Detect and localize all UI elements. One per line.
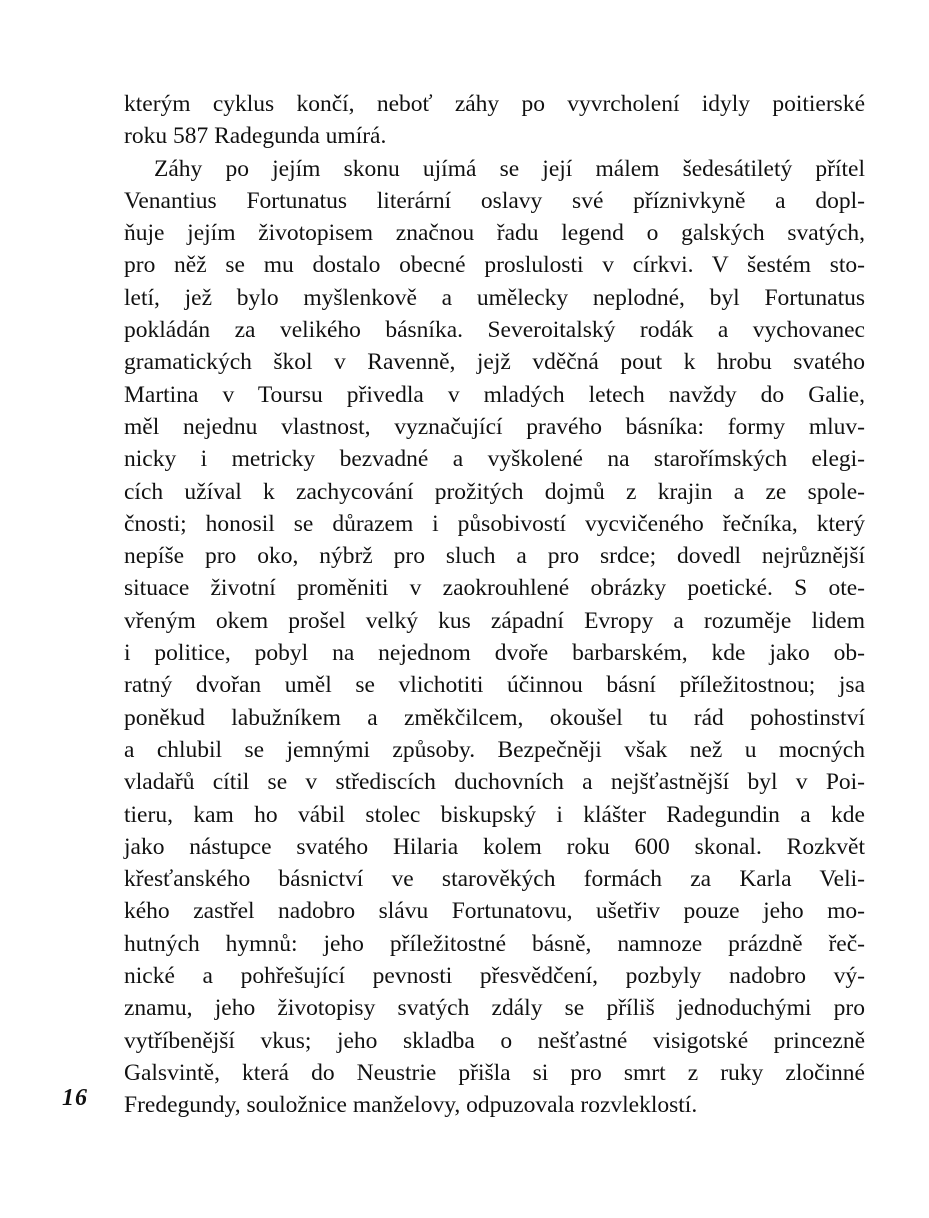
text-line: nické a pohřešující pevnosti přesvědčení, pozbyly nadobro vý- bbox=[124, 963, 865, 990]
text-line: i politice, pobyl na nejednom dvoře barbarském, kde jako ob- bbox=[124, 640, 865, 667]
text-line: cích užíval k zachycování prožitých dojmů z krajin a ze spole- bbox=[124, 478, 865, 505]
text-line: a chlubil se jemnými způsoby. Bezpečněji však než u mocných bbox=[124, 736, 865, 763]
text-line: letí, jež bylo myšlenkově a umělecky neplodné, byl Fortunatus bbox=[124, 284, 865, 311]
text-line: nicky i metricky bezvadné a vyškolené na starořímských elegi- bbox=[124, 446, 865, 473]
text-line: tieru, kam ho vábil stolec biskupský i klášter Radegundin a kde bbox=[124, 801, 865, 828]
text-line: Venantius Fortunatus literární oslavy své příznivkyně a dopl- bbox=[124, 187, 865, 214]
page-number: 16 bbox=[62, 1085, 88, 1111]
text-line: jako nástupce svatého Hilaria kolem roku 600 skonal. Rozkvět bbox=[124, 833, 865, 860]
text-line: kterým cyklus končí, neboť záhy po vyvrcholení idyly poitierské bbox=[124, 91, 865, 117]
body-text bbox=[124, 88, 865, 1122]
text-line: situace životní proměniti v zaokrouhlené obrázky poetické. S ote- bbox=[124, 575, 865, 602]
text-line: Martina v Toursu přivedla v mladých letech navždy do Galie, bbox=[124, 381, 865, 408]
text-line: gramatických škol v Ravenně, jejž vděčná pout k hrobu svatého bbox=[124, 349, 865, 376]
text-line: ratný dvořan uměl se vlichotiti účinnou básní příležitostnou; jsa bbox=[124, 672, 865, 699]
text-line: znamu, jeho životopisy svatých zdály se příliš jednoduchými pro bbox=[124, 995, 865, 1022]
text-line: ňuje jejím životopisem značnou řadu legend o galských svatých, bbox=[124, 220, 865, 247]
text-line: vladařů cítil se v střediscích duchovních a nejšťastnější byl v Poi- bbox=[124, 769, 865, 796]
text-line: Galsvintě, která do Neustrie přišla si pro smrt z ruky zločinné bbox=[124, 1059, 865, 1086]
text-line: pokládán za velikého básníka. Severoitalský rodák a vychovanec bbox=[124, 317, 865, 344]
text-line: nepíše pro oko, nýbrž pro sluch a pro srdce; dovedl nejrůznější bbox=[124, 543, 865, 570]
text-line: kého zastřel nadobro slávu Fortunatovu, ušetřiv pouze jeho mo- bbox=[124, 898, 865, 925]
text-line: Záhy po jejím skonu ujímá se její málem šedesátiletý přítel bbox=[154, 155, 865, 182]
text-line: poněkud labužníkem a změkčilcem, okoušel tu rád pohostinství bbox=[124, 704, 865, 731]
text-line: křesťanského básnictví ve starověkých formách za Karla Veli- bbox=[124, 866, 865, 893]
text-line: vytříbenější vkus; jeho skladba o nešťastné visigotské princezně bbox=[124, 1027, 865, 1054]
text-line: roku 587 Radegunda umírá. bbox=[124, 123, 387, 150]
text-line: čnosti; honosil se důrazem i působivostí vycvičeného řečníka, který bbox=[124, 510, 865, 537]
text-line: měl nejednu vlastnost, vyznačující pravého básníka: formy mluv- bbox=[124, 413, 865, 440]
text-line: Fredegundy, souložnice manželovy, odpuzovala rozvleklostí. bbox=[124, 1092, 698, 1119]
text-line: pro něž se mu dostalo obecné proslulosti v církvi. V šestém sto- bbox=[124, 252, 865, 279]
text-line: hutných hymnů: jeho příležitostné básně, namnoze prázdně řeč- bbox=[124, 930, 865, 957]
text-line: vřeným okem prošel velký kus západní Evropy a rozuměje lidem bbox=[124, 607, 865, 634]
